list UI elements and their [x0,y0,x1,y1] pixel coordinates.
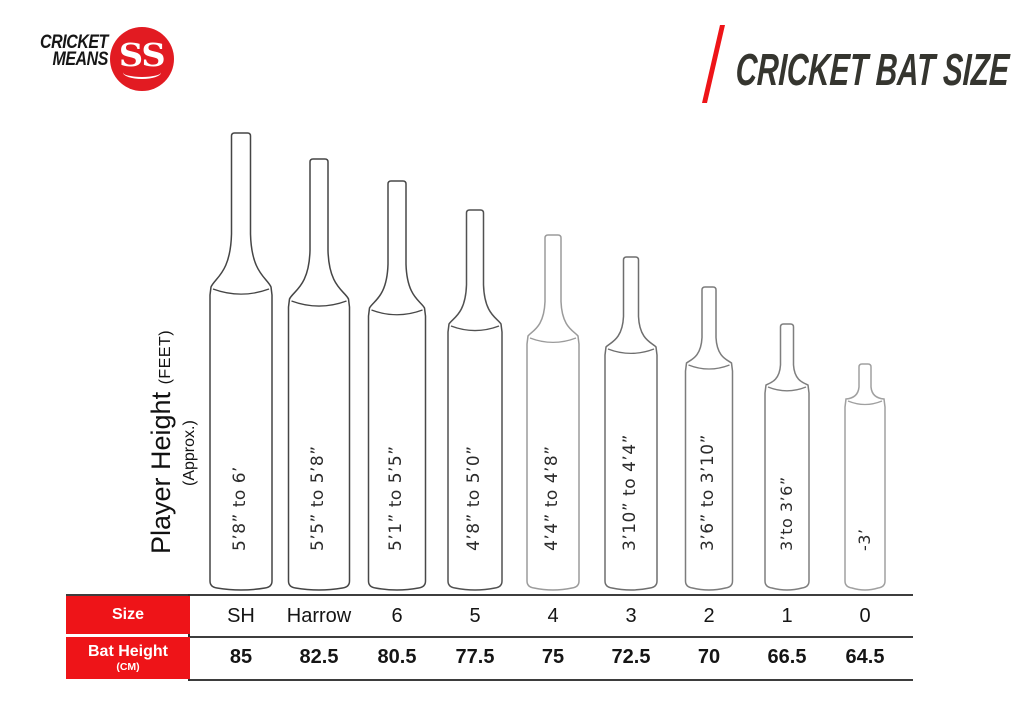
size-value-cell: 5 [469,605,481,627]
bat-player-height-label: 3’10” to 4’4” [620,434,641,551]
bat-height-value-cell: 64.5 [845,646,885,668]
bat-shape-0 [845,364,885,590]
cm-unit-text: (CM) [116,661,140,673]
bat-height-value-cell: 72.5 [611,646,651,668]
bat-player-height-label: 4’4” to 4’8” [542,445,563,551]
bat-player-height-label: 5’5” to 5’8” [308,445,329,551]
size-header-text: Size [111,606,144,623]
bat-height-value-cell: 70 [697,646,721,668]
bat-height-value-cell: 82.5 [299,646,339,668]
size-value-cell: Harrow [286,605,352,627]
bat-player-height-label: 5’8” to 6’ [230,466,251,551]
size-value-cell: 2 [703,605,715,627]
bat-player-height-label: 3’to 3’6” [777,476,797,551]
bat-player-height-label: 3’6” to 3’10” [698,434,719,551]
bat-height-header-text: Bat Height [88,643,168,660]
table-bottom-border [190,679,913,681]
table-middle-border [190,636,913,638]
approx-axis-label: (Approx.) [181,420,198,486]
size-value-cell: 6 [391,605,403,627]
logo-word-means: MEANS [52,49,108,70]
ss-monogram: SS [119,35,165,74]
bat-player-height-label: 4’8” to 5’0” [464,445,485,551]
logo-word-cricket: CRICKET [39,32,108,53]
bat-height-value-cell: 75 [541,646,565,668]
table-top-border [66,594,913,596]
player-height-text: Player Height [146,384,176,554]
size-value-cell: 1 [781,605,793,627]
feet-unit-text: (FEET) [157,329,174,385]
size-row-header [66,596,190,634]
size-value-cell: 3 [625,605,637,627]
size-value-cell: 4 [547,605,559,627]
bat-player-height-label: 5’1” to 5’5” [386,445,407,551]
page-title: CRICKET BAT SIZE [734,44,1011,95]
bat-player-height-label: -3’ [855,528,875,551]
bat-height-value-cell: 66.5 [767,646,807,668]
size-value-cell: 0 [859,605,871,627]
size-value-cell: SH [227,605,255,627]
bat-height-value-cell: 77.5 [455,646,495,668]
bat-height-value-cell: 80.5 [377,646,417,668]
bat-height-row-header [66,637,190,679]
bat-height-value-cell: 85 [229,646,253,668]
